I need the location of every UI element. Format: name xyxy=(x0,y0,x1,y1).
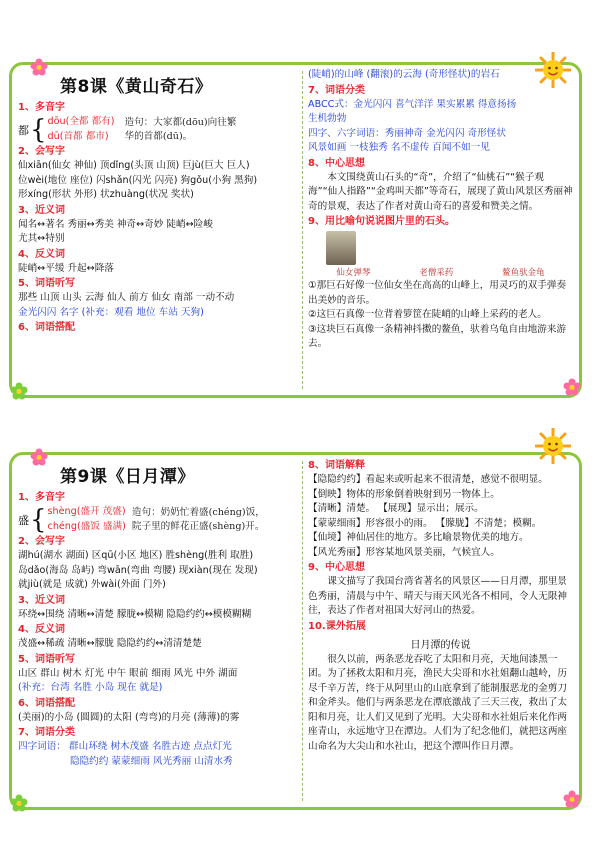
brace-icon: { xyxy=(30,504,47,535)
photo-caption: 鳌鱼驮金龟 xyxy=(502,268,545,278)
flower-icon xyxy=(10,382,28,400)
lesson8-title: 第8课《黄山奇石》 xyxy=(60,77,213,97)
rock-photos xyxy=(326,231,573,265)
lesson9-title: 第9课《日月潭》 xyxy=(60,467,195,487)
section-heading: 1、多音字 xyxy=(18,102,65,113)
text-line: 【清晰】清楚。 【展现】显示出；展示。 xyxy=(308,503,484,514)
text-line: 茂盛↔稀疏 清晰↔朦胧 隐隐约约↔清清楚楚 xyxy=(18,638,202,649)
story-title: 日月潭的传说 xyxy=(410,639,471,651)
brace-icon: { xyxy=(30,114,47,145)
text-line: 那些 山顶 山头 云海 仙人 前方 仙女 南部 一动不动 xyxy=(18,292,235,303)
paragraph: ②这巨石真像一位背着箩筐在陡峭的山峰上采药的老人。 xyxy=(308,309,547,320)
polyphone-reading: dū(首都 都市) xyxy=(47,130,109,142)
section-heading: 3、近义词 xyxy=(18,204,65,216)
section-heading: 6、词语搭配 xyxy=(18,697,75,709)
paragraph: 课文描写了我国台湾省著名的风景区——日月潭，那里景色秀丽，清晨与中午、晴天与雨天风光各不相同，令人无限神往，表达了作者对祖国大好河山的热爱。 xyxy=(308,576,568,616)
text-line: 就jiù(就是 成就) 外wài(外面 门外) xyxy=(18,579,166,590)
polyphone-reading: dōu(全都 都有) xyxy=(47,116,115,127)
polyphone-char: 都 xyxy=(18,123,29,137)
section-heading: 8、词语解释 xyxy=(308,460,365,471)
text-line: 隐隐约约 蒙蒙细雨 风光秀丽 山清水秀 xyxy=(70,755,233,767)
lesson9-right-column xyxy=(308,455,573,754)
flower-icon xyxy=(563,378,581,396)
section-heading: 7、词语分类 xyxy=(18,727,75,738)
section-heading: 4、反义词 xyxy=(18,624,65,635)
text-line: 位wèi(地位 座位) 闪shǎn(闪光 闪亮) 狗gǒu(小狗 黑狗) xyxy=(18,174,258,186)
section-heading: 9、中心思想 xyxy=(308,562,365,573)
paragraph: ③这块巨石真像一条精神抖擞的鳌鱼，驮着乌龟自由地游来游去。 xyxy=(308,323,567,349)
lesson8-card xyxy=(9,62,582,398)
lesson9-left-column xyxy=(18,455,298,769)
text-line: 形xíng(形状 外形) 状zhuàng(状况 奖状) xyxy=(18,189,194,200)
polyphone-block xyxy=(18,505,298,534)
paragraph: ①那巨石好像一位仙女坐在高高的山峰上，用灵巧的双手弹奏出美妙的音乐。 xyxy=(308,280,567,306)
flower-icon xyxy=(30,448,48,466)
text-line: 【仙境】神仙居住的地方。多比喻景物优美的地方。 xyxy=(308,532,529,543)
photo-caption: 仙女弹琴 xyxy=(336,268,371,278)
section-heading: 10.课外拓展 xyxy=(308,620,366,632)
section-heading: 2、会写字 xyxy=(18,536,65,547)
lesson9-card xyxy=(9,452,582,810)
text-line: 【蒙蒙细雨】形容很小的雨。 【朦胧】不清楚；模糊。 xyxy=(308,517,542,529)
text-line: 【隐隐约约】看起来或听起来不很清楚，感觉不很明显。 xyxy=(308,474,548,485)
text-line: 金光闪闪 名字 (补充：观看 地位 车站 天狗) xyxy=(18,306,204,318)
text-line: 湖hú(湖水 湖面) 区qū(小区 地区) 胜shèng(胜利 取胜) xyxy=(18,550,254,561)
text-line: 四字词语： 群山环绕 树木茂盛 名胜古迹 点点灯光 xyxy=(18,741,232,752)
text-line: 风景如画 一枝独秀 名不虚传 百闻不如一见 xyxy=(308,142,490,153)
handwritten-sentence: 造句：大家都(dōu)向往繁 xyxy=(124,116,237,128)
section-heading: 5、词语听写 xyxy=(18,278,75,289)
sun-icon xyxy=(535,52,571,88)
flower-icon xyxy=(10,794,28,812)
lesson8-left-column xyxy=(18,65,298,335)
text-line: 【风光秀丽】形容某地风景美丽，气候宜人。 xyxy=(308,546,500,558)
sun-icon xyxy=(535,428,571,464)
handwritten-sentence: 华的首都(dū)。 xyxy=(124,130,193,142)
flower-icon xyxy=(563,790,581,808)
photo-captions xyxy=(312,266,569,278)
section-heading: 7、词语分类 xyxy=(308,84,365,96)
polyphone-reading: shèng(盛开 茂盛) xyxy=(47,506,126,517)
photo-caption: 老僧采药 xyxy=(419,268,454,278)
section-heading: 2、会写字 xyxy=(18,146,65,157)
text-line: 陡峭↔平缓 升起↔降落 xyxy=(18,262,114,274)
section-heading: 5、词语听写 xyxy=(18,653,75,665)
text-line: 闻名↔著名 秀丽↔秀美 神奇↔奇妙 陡峭↔险峻 xyxy=(18,218,213,230)
text-line: ABCC式：金光闪闪 喜气洋洋 果实累累 得意扬扬 xyxy=(308,98,517,110)
column-divider xyxy=(302,461,303,801)
section-heading: 9、用比喻句说说图片里的石头。 xyxy=(308,216,455,227)
section-heading: 6、词语搭配 xyxy=(18,322,75,333)
text-line: 环绕↔围绕 清晰↔清楚 朦胧↔模糊 隐隐约约↔模模糊糊 xyxy=(18,608,252,620)
polyphone-char: 盛 xyxy=(18,513,29,527)
polyphone-reading: chéng(盛饭 盛满) xyxy=(47,520,126,532)
text-line: (美丽)的小岛 (圆圆)的太阳 (弯弯)的月亮 (薄薄)的雾 xyxy=(18,711,240,723)
polyphone-block xyxy=(18,115,298,144)
text-line: 岛dǎo(海岛 岛屿) 弯wān(弯曲 弯腰) 现xiàn(现在 发现) xyxy=(18,564,258,576)
section-heading: 3、近义词 xyxy=(18,594,65,606)
rock-photo xyxy=(326,231,356,265)
section-heading: 1、多音字 xyxy=(18,492,65,503)
text-line: (陡峭)的山峰 (翻滚)的云海 (奇形怪状)的岩石 xyxy=(308,69,500,80)
paragraph: 很久以前，两条恶龙吞吃了太阳和月亮，天地间漆黑一团。为了拯救太阳和月亮，渔民大尖哥和水社姐翻山越岭，历尽千辛万苦，终于从阿里山的山底拿到了能制服恶龙的金剪刀和金斧头。他们与两条恶龙在潭底激战了三天三夜，救出了太阳和月亮，让人们又见到了光明。大尖哥和水社姐后来化作两座青山，永远地守卫在潭边。人们为了纪念他们，就把这两座山命名为大尖山和水社山，把这个潭叫作日月潭。 xyxy=(308,653,568,752)
section-heading: 4、反义词 xyxy=(18,248,65,260)
text-line: 山区 群山 树木 灯光 中午 眼前 细雨 风光 中外 湖面 xyxy=(18,667,238,679)
text-line: 生机勃勃 xyxy=(308,113,347,124)
handwritten-sentence: 造句：奶奶忙着盛(chéng)饭， xyxy=(131,506,265,518)
flower-icon xyxy=(30,58,48,76)
lesson8-right-column xyxy=(308,65,573,352)
text-line: 仙xiān(仙女 神仙) 顶dǐng(头顶 山顶) 巨jù(巨大 巨人) xyxy=(18,160,250,171)
paragraph: 本文围绕黄山石头的“奇”，介绍了“仙桃石”“猴子观海”“仙人指路”“金鸡叫天都”等奇石，展现了黄山风景区秀丽神奇的景观，表达了作者对黄山奇石的喜爱和赞美之情。 xyxy=(308,171,573,212)
text-line: (补充：台湾 名胜 小岛 现在 就是) xyxy=(18,682,163,693)
text-line: 四字、六字词语：秀丽神奇 金光闪闪 奇形怪状 xyxy=(308,127,506,139)
text-line: 尤其↔特别 xyxy=(18,233,65,244)
text-line: 【倒映】物体的形象倒着映射到另一物体上。 xyxy=(308,488,500,500)
column-divider xyxy=(302,71,303,389)
handwritten-sentence: 院子里的鲜花正盛(shèng)开。 xyxy=(131,520,265,532)
section-heading: 8、中心思想 xyxy=(308,157,365,169)
